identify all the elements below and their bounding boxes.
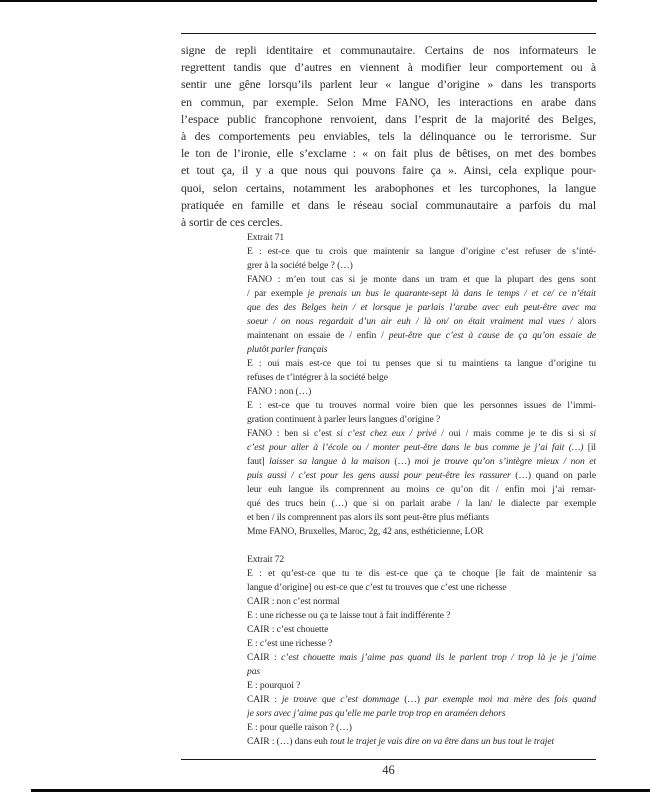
text-line: refuses de t’intégrer à la société belge (247, 372, 388, 384)
page-number: 46 (382, 763, 395, 777)
text-line: signe de repli identitaire et communautaire. Certains de nos informateurs le (181, 43, 596, 57)
text-line: le ton de l’ironie, elle s’exclame : « on fait plus de bêtises, on met des bombes (181, 146, 596, 161)
text-line: CAIR : je trouve que c’est dommage (…) par exemple moi ma mère des fois quand (247, 694, 596, 706)
text-line: quoi, selon certains, notamment les arabophones et les turcophones, la langue (181, 180, 596, 195)
text-line: gration continuent à parler leurs langues d’origine ? (247, 414, 441, 426)
text-line: que des des Belges hein / et lorsque je parlais l’arabe avec euh peut-être avec ma (247, 302, 596, 314)
text-line: en commun, par exemple. Selon Mme FANO, les interactions en arabe dans (181, 94, 596, 109)
text-line: CAIR : non c’est normal (247, 596, 340, 608)
text-line: E : une richesse ou ça te laisse tout à fait indifférente ? (247, 610, 451, 622)
text-line: c’est pour aller à l’école ou / monter peut-être dans le bus comme je j’ai fait (…) [il (247, 442, 596, 454)
text-line: pas (247, 666, 261, 678)
text-line: E : c’est une richesse ? (247, 638, 333, 650)
extract-72 (247, 553, 596, 749)
text-line: langue d’origine] ou est-ce que c’est tu trouves que c’est une richesse (247, 582, 507, 594)
text-line: plutôt parler français (247, 344, 328, 356)
text-line: E : oui mais est-ce que toi tu penses que si tu maintiens ta langue d’origine tu (247, 358, 596, 370)
text-line: maintenant on essaie de / enfin / peut-être que c’est à cause de ça qu’on essaie de (247, 330, 596, 342)
text-line: soeur / on nous regardait d’un air euh / là on/ on était vraiment mal vues / alors (247, 316, 596, 328)
text-line: CAIR : c’est chouette mais j’aime pas quand ils le parlent trop / trop là je je j’aime (247, 652, 596, 664)
header-rule (181, 33, 596, 34)
text-column (181, 42, 596, 749)
text-line: pratiquée en famille et dans le réseau social communautaire a parfois du mal (181, 197, 596, 212)
text-line: FANO : m’en tout cas si je monte dans un tram et que la plupart des gens sont (247, 274, 596, 286)
text-line: je sors avec j’aime pas qu’elle me parle trop trop en araméen dehors (247, 708, 506, 720)
text-line: l’espace public francophone renvoient, dans l’esprit de la majorité des Belges, (181, 111, 596, 126)
extract-72-label: Extrait 72 (247, 554, 285, 566)
text-line: E : pourquoi ? (247, 680, 301, 692)
text-line: et ben / ils comprennent pas alors ils sont peut-être plus méfiants (247, 512, 489, 524)
extract-71 (247, 231, 596, 539)
footer-rule (181, 759, 596, 760)
text-line: E : est-ce que tu trouves normal voire bien que les personnes issues de l’immi- (247, 400, 596, 412)
text-line: qué des trucs hein (…) que si on parlait arabe / la lan/ le dialecte par exemple (247, 498, 596, 510)
text-line: leur euh langue ils comprennent au moins ce qu’on dit / enfin moi j’ai remar- (247, 484, 596, 496)
text-line: FANO : ben si c’est si c’est chez eux / privé / oui / mais comme je te dis si si si (247, 428, 596, 440)
text-line: sentir une gêne lorsqu’ils parlent leur « langue d’origine » dans les transports (181, 77, 596, 92)
text-line: CAIR : c’est chouette (247, 624, 329, 636)
text-line: faut] laisser sa langue à la maison (…) moi je trouve qu’on s’intègre mieux / non et (247, 456, 596, 468)
extract-72-body (247, 567, 596, 749)
text-line: puis aussi / c’est pour les gens aussi pour peut-être les rassurer (…) quand on parle (247, 470, 596, 482)
text-line: à des comportements peu enviables, tels la délinquance ou le terrorisme. Sur (181, 128, 596, 143)
scan-edge-bottom (31, 789, 650, 792)
text-line: / par exemple je prenais un bus le quarante-sept là dans le temps / et ce/ ce n’était (247, 288, 596, 300)
extract-71-body (247, 245, 596, 539)
scan-edge-top (0, 0, 597, 2)
text-line: à sortir de ces cercles. (181, 214, 283, 229)
extract-71-label: Extrait 71 (247, 232, 285, 244)
text-line: CAIR : (…) dans euh tout le trajet je vais dire on va être dans un bus tout le trajet (247, 736, 555, 748)
text-line: E : est-ce que tu crois que maintenir sa langue d’origine c’est refuser de s’inté- (247, 246, 596, 258)
text-line: E : et qu’est-ce que tu te dis est-ce que ça te choque [le fait de maintenir sa (247, 568, 596, 580)
text-line: Mme FANO, Bruxelles, Maroc, 2g, 42 ans, esthéticienne, LOR (247, 526, 484, 538)
text-line: E : pour quelle raison ? (…) (247, 722, 352, 734)
text-line: et tout ça, il y a que nous qui pouvons faire ça ». Ainsi, cela explique pour- (181, 163, 596, 178)
intro-paragraph (181, 42, 596, 231)
text-line: grer à la société belge ? (…) (247, 260, 353, 272)
text-line: regrettent tandis que d’autres en viennent à modifier leur comportement ou à (181, 60, 596, 75)
text-line: FANO : non (…) (247, 386, 312, 398)
